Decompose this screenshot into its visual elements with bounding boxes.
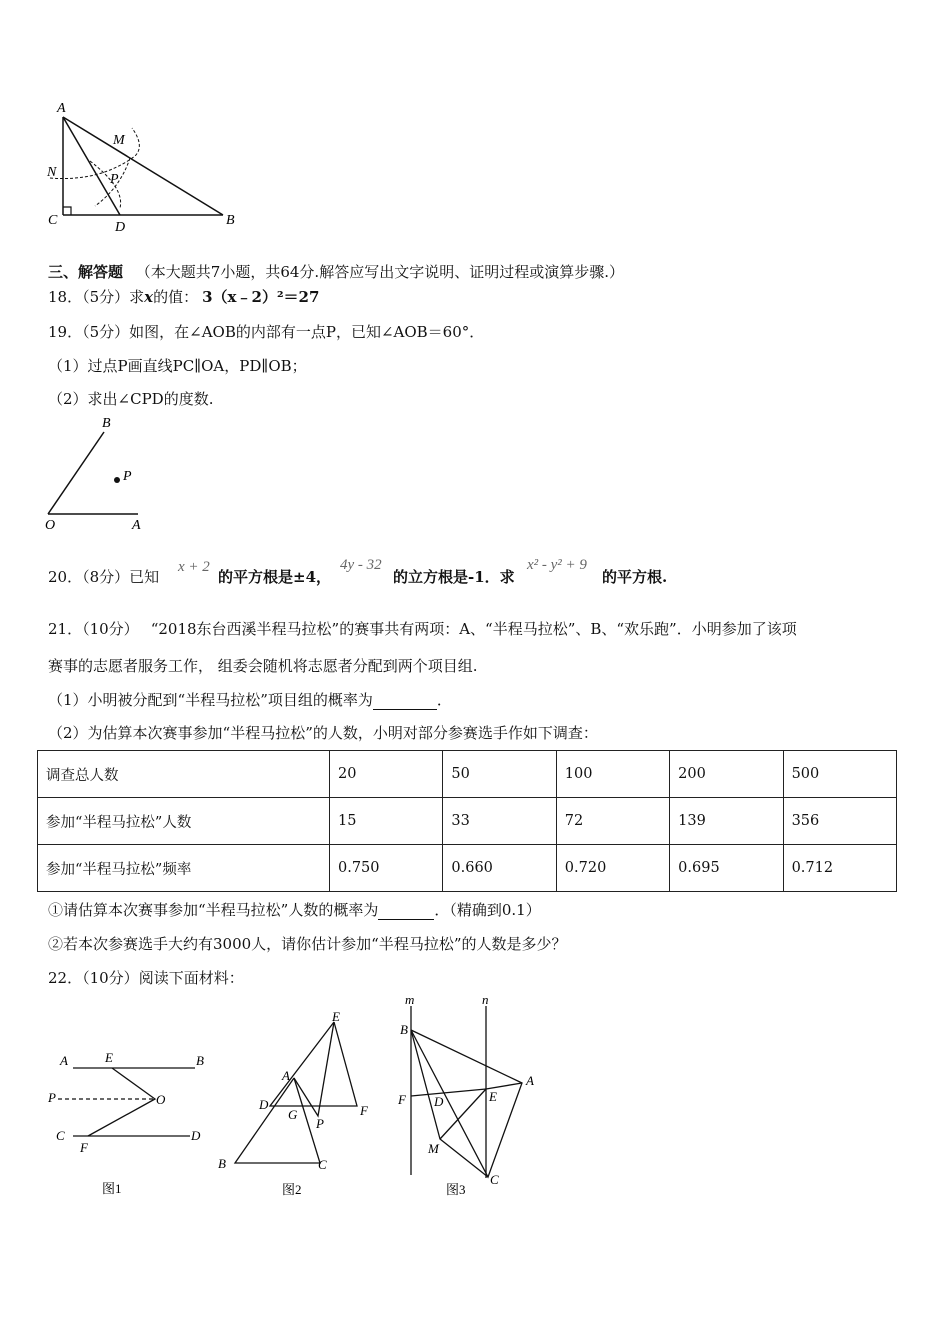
q18-number: 18． [48,288,83,306]
table-cell: 0.660 [443,845,556,892]
q20-text-1: 已知 [129,568,160,586]
fig2-label-c: C [318,1157,327,1172]
fig3-label-a: A [526,1073,534,1088]
fig3-label-f: F [398,1092,406,1107]
fig2-label-a: A [282,1068,290,1083]
triangle-construction-figure [40,98,250,238]
q20-formula-1: x + 2 [178,559,210,575]
fig2-label-b: B [218,1156,226,1171]
table-cell: 15 [330,798,443,845]
table-cell: 100 [556,751,669,798]
fig2-caption: 图2 [282,1182,302,1197]
q21-number: 21． [48,620,83,638]
fig1-label-o: O [156,1092,166,1107]
fig2-label-e: E [332,1009,340,1024]
table-cell: 500 [783,751,896,798]
fig1-label-a: A [60,1053,68,1068]
table-cell: 50 [443,751,556,798]
q21-sub1 [48,899,541,920]
fig2-label-p: P [316,1116,324,1131]
table-cell: 139 [670,798,783,845]
question-21-line1 [48,618,797,639]
fig1-caption: 图1 [102,1181,122,1196]
table-cell: 0.712 [783,845,896,892]
fig-label-a: A [57,101,66,116]
q18-var: x [144,288,154,306]
row-label: 参加“半程马拉松”人数 [38,798,330,845]
fig2-label-d: D [259,1097,269,1112]
table-cell: 200 [670,751,783,798]
fig1-label-f: F [80,1140,88,1155]
q21-part1-blank [373,691,437,710]
q18-score: （5分） [82,288,130,306]
point-p-dot [114,477,120,483]
fig3-label-e: E [489,1089,497,1104]
q21-text-line1: “2018东台西溪半程马拉松”的赛事共有两项：A、“半程马拉松”、B、“欢乐跑”．小明参加了该项 [150,620,797,638]
q19-score: （5分） [82,323,130,341]
fig-label-c: C [48,213,58,228]
q21-sub1-end: ．（精确到0.1） [434,901,541,919]
fig1-label-p: P [48,1090,56,1105]
q19-number: 19． [48,323,83,341]
q19-part1: （1）过点P画直线PC∥OA，PD∥OB； [48,357,307,375]
fig-label-p: P [110,172,119,187]
question-19 [48,321,484,342]
q20-text-4: 的平方根. [602,568,668,586]
fig19-label-a: A [132,518,141,533]
fig1-label-e: E [105,1050,113,1065]
fig3-label-n: n [482,992,489,1007]
section-note: （本大题共7小题，共64分.解答应写出文字说明、证明过程或演算步骤.） [135,263,624,281]
survey-table [37,750,897,892]
fig1-label-c: C [56,1128,65,1143]
q18-text-pre: 求 [129,288,145,306]
fig2-label-f: F [360,1103,368,1118]
q20-formula-2: 4y - 32 [340,557,382,573]
fig-label-n: N [47,165,57,180]
question-22 [48,967,244,988]
question-20 [48,566,159,587]
q21-sub1-text: ①请估算本次赛事参加“半程马拉松”人数的概率为 [48,901,379,919]
section-title: 三、解答题 [48,263,124,281]
fig-label-d: D [115,220,126,235]
table-cell: 0.695 [670,845,783,892]
figure-2 [212,1008,387,1198]
table-cell: 20 [330,751,443,798]
figure-1 [40,1040,215,1200]
q21-part1 [48,689,452,710]
row-label: 参加“半程马拉松”频率 [38,845,330,892]
section-heading [48,261,624,282]
q21-sub1-blank [378,901,434,920]
q18-equation: 3（x﹣2）²＝27 [202,288,320,306]
q21-part1-text: （1）小明被分配到“半程马拉松”项目组的概率为 [48,691,373,709]
table-cell: 0.720 [556,845,669,892]
table-cell: 72 [556,798,669,845]
fig3-label-mm: M [428,1141,439,1156]
fig1-label-d: D [191,1128,201,1143]
angle-aob-figure [40,412,160,537]
q22-text: 阅读下面材料： [138,969,244,987]
table-row [38,798,897,845]
q20-text-2: 的平方根是±4， [218,568,332,586]
q22-number: 22． [48,969,83,987]
table-row [38,751,897,798]
fig3-label-d: D [434,1094,444,1109]
fig-label-b: B [226,213,235,228]
q21-part2: （2）为估算本次赛事参加“半程马拉松”的人数，小明对部分参赛选手作如下调查： [48,724,598,742]
fig3-label-b: B [400,1022,408,1037]
fig3-caption: 图3 [446,1182,466,1197]
row-label: 调查总人数 [38,751,330,798]
q19-part2: （2）求出∠CPD的度数. [48,390,214,408]
q21-score: （10分） [82,620,139,638]
fig19-label-p: P [123,469,132,484]
fig-label-m: M [113,133,125,148]
q22-score: （10分） [82,969,139,987]
fig2-label-g: G [288,1107,298,1122]
q19-text: 如图，在∠AOB的内部有一点P，已知∠AOB＝60°． [129,323,485,341]
q18-text-mid: 的值： [153,288,199,306]
fig19-label-o: O [45,518,56,533]
q21-sub2: ②若本次参赛选手大约有3000人，请你估计参加“半程马拉松”的人数是多少？ [48,935,567,953]
table-row [38,845,897,892]
question-18 [48,286,319,307]
fig1-label-b: B [196,1053,204,1068]
table-cell: 0.750 [330,845,443,892]
fig3-label-m: m [405,992,415,1007]
figure-3 [390,992,550,1202]
q20-score: （8分） [82,568,130,586]
table-cell: 356 [783,798,896,845]
table-cell: 33 [443,798,556,845]
q20-formula-3: x² - y² + 9 [527,557,587,573]
q21-text-line2: 赛事的志愿者服务工作， 组委会随机将志愿者分配到两个项目组. [48,657,478,675]
fig3-label-c: C [490,1172,499,1187]
fig19-label-b: B [102,416,111,431]
q20-number: 20． [48,568,83,586]
q20-text-3: 的立方根是-1．求 [393,568,515,586]
q21-part1-end: ． [436,691,452,709]
